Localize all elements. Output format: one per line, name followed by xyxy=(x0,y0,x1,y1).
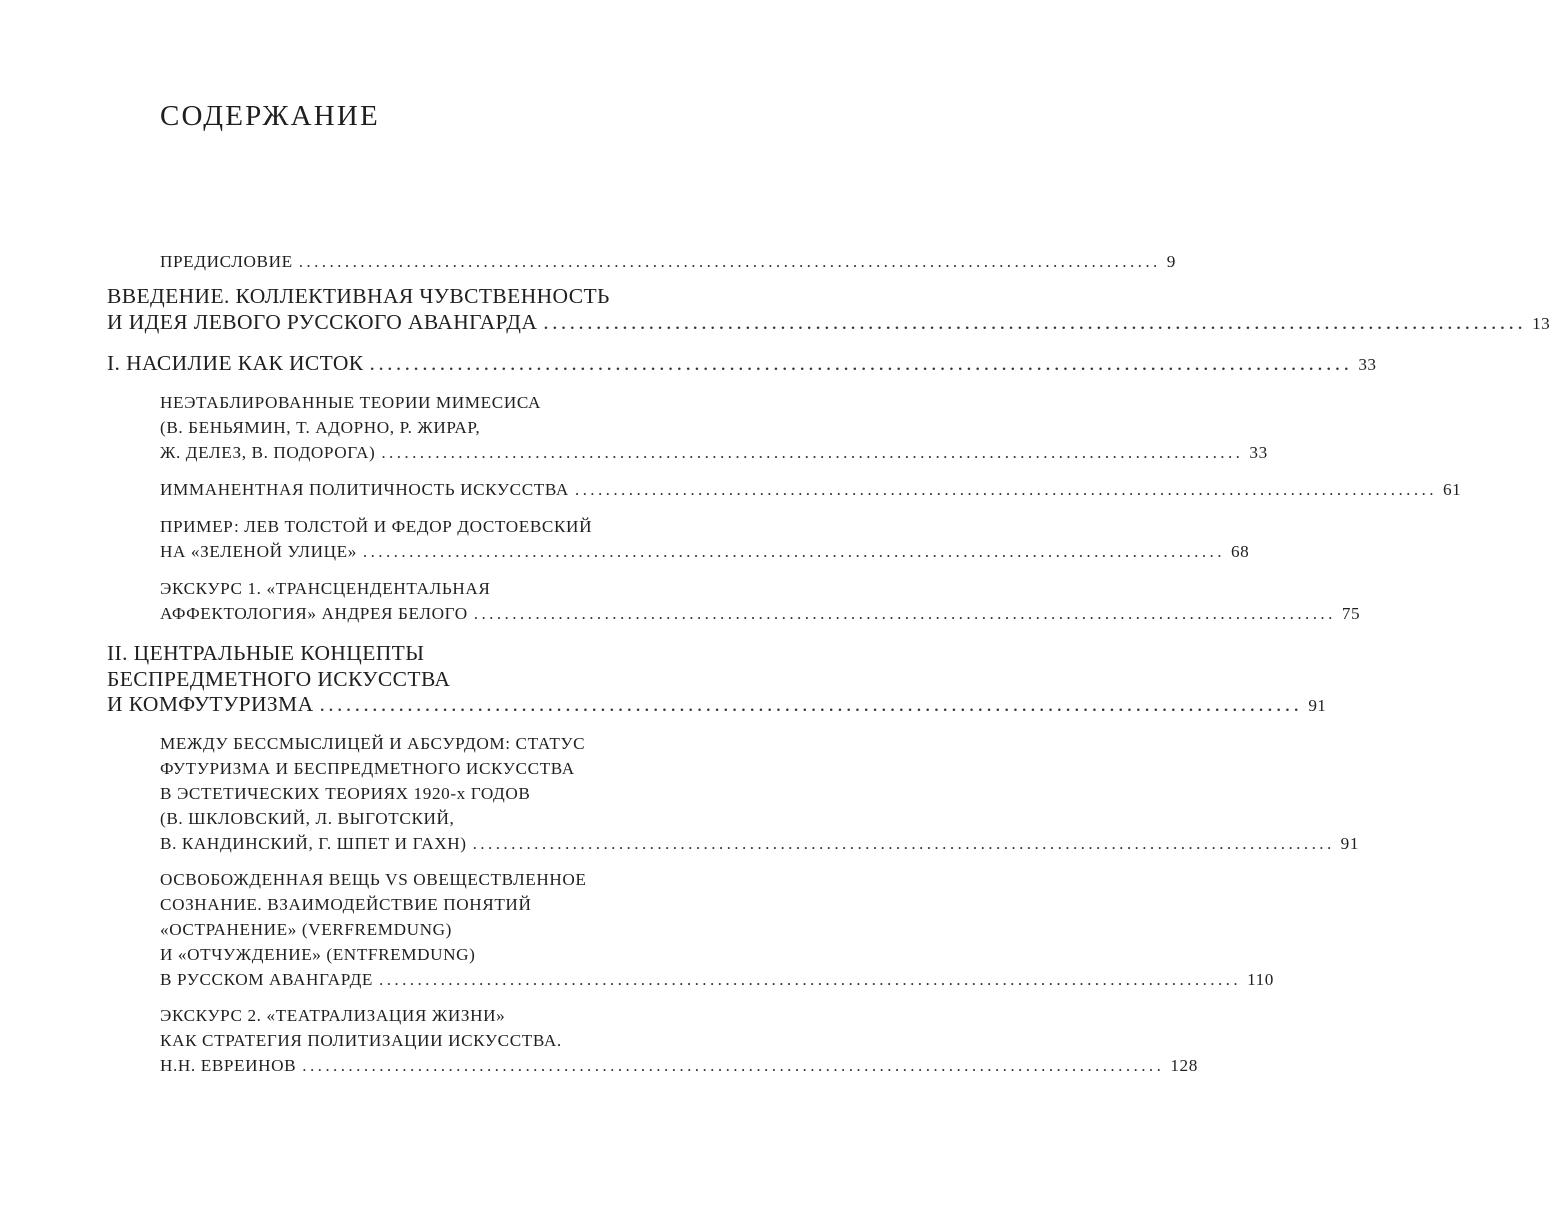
toc-entry-title: И ИДЕЯ ЛЕВОГО РУССКОГО АВАНГАРДА xyxy=(107,309,538,334)
toc-page-number: 91 xyxy=(1308,696,1327,715)
toc-page-number: 33 xyxy=(1249,443,1268,462)
toc-page-number: 13 xyxy=(1532,313,1550,333)
toc-entry-title: ИММАНЕНТНАЯ ПОЛИТИЧНОСТЬ ИСКУССТВА xyxy=(160,480,569,499)
toc-entry-title: (В. БЕНЬЯМИН, Т. АДОРНО, Р. ЖИРАР, xyxy=(160,418,481,437)
toc-entry-excursus-2[interactable] xyxy=(160,1003,1198,1078)
toc-entry-last-line xyxy=(107,309,1550,337)
toc-entry-title: В. КАНДИНСКИЙ, Г. ШПЕТ И ГАХН) xyxy=(160,834,467,853)
toc-entry-title: НА «ЗЕЛЕНОЙ УЛИЦЕ» xyxy=(160,542,357,561)
toc-entry-title: МЕЖДУ БЕССМЫСЛИЦЕЙ И АБСУРДОМ: СТАТУС xyxy=(160,734,586,753)
toc-entry-title: И «ОТЧУЖДЕНИЕ» (ENTFREMDUNG) xyxy=(160,945,476,964)
toc-entry-title: I. НАСИЛИЕ КАК ИСТОК xyxy=(107,351,364,375)
toc-entry-title: В ЭСТЕТИЧЕСКИХ ТЕОРИЯХ 1920-х ГОДОВ xyxy=(160,784,531,803)
toc-entry-preface[interactable] xyxy=(160,249,1176,274)
toc-entry-title: (В. ШКЛОВСКИЙ, Л. ВЫГОТСКИЙ, xyxy=(160,809,455,828)
toc-entry-title: ЭКСКУРС 1. «ТРАНСЦЕНДЕНТАЛЬНАЯ xyxy=(160,579,491,598)
toc-entry-excursus-1[interactable] xyxy=(160,576,1361,626)
toc-entry-title: КАК СТРАТЕГИЯ ПОЛИТИЗАЦИИ ИСКУССТВА. xyxy=(160,1031,562,1050)
toc-entry-title: Ж. ДЕЛЕЗ, В. ПОДОРОГА) xyxy=(160,443,376,462)
dot-leader: ................................................................................................................ xyxy=(574,480,1437,499)
toc-entry-liberated-thing[interactable] xyxy=(160,867,1275,992)
toc-entry-title: ФУТУРИЗМА И БЕСПРЕДМЕТНОГО ИСКУССТВА xyxy=(160,759,575,778)
toc-entry-last-line xyxy=(160,539,1250,564)
toc-entry-last-line xyxy=(160,249,1176,274)
toc-entry-last-line xyxy=(160,967,1275,992)
toc-entry-title: Н.Н. ЕВРЕИНОВ xyxy=(160,1056,297,1075)
dot-leader: ................................................................................................................ xyxy=(319,692,1303,716)
toc-entry-title: «ОСТРАНЕНИЕ» (VERFREMDUNG) xyxy=(160,920,452,939)
toc-entry-title: СОЗНАНИЕ. ВЗАИМОДЕЙСТВИЕ ПОНЯТИЙ xyxy=(160,895,532,914)
toc-entry-immanent-politics[interactable] xyxy=(160,477,1462,502)
toc-entry-title: II. ЦЕНТРАЛЬНЫЕ КОНЦЕПТЫ xyxy=(107,641,425,665)
dot-leader: ................................................................................................................ xyxy=(362,542,1225,561)
toc-entry-title: ЭКСКУРС 2. «ТЕАТРАЛИЗАЦИЯ ЖИЗНИ» xyxy=(160,1006,506,1025)
toc-entry-title: ОСВОБОЖДЕННАЯ ВЕЩЬ VS ОВЕЩЕСТВЛЕННОЕ xyxy=(160,870,587,889)
page-title: СОДЕРЖАНИЕ xyxy=(160,100,380,132)
toc-page-number: 33 xyxy=(1358,355,1377,374)
toc-entry-title: ПРЕДИСЛОВИЕ xyxy=(160,252,293,271)
toc-entry-title: НЕЭТАБЛИРОВАННЫЕ ТЕОРИИ МИМЕСИСА xyxy=(160,393,542,412)
dot-leader: ................................................................................................................ xyxy=(298,252,1161,271)
toc-entry-last-line xyxy=(160,1053,1198,1078)
toc-entry-last-line xyxy=(160,440,1268,465)
dot-leader: ................................................................................................................ xyxy=(543,309,1527,334)
toc-page-number: 128 xyxy=(1170,1056,1198,1075)
toc-entry-last-line xyxy=(160,477,1462,502)
toc-entry-last-line xyxy=(107,692,1327,719)
toc-entry-title: ПРИМЕР: ЛЕВ ТОЛСТОЙ И ФЕДОР ДОСТОЕВСКИЙ xyxy=(160,517,593,536)
dot-leader: ................................................................................................................ xyxy=(472,834,1335,853)
dot-leader: ................................................................................................................ xyxy=(379,970,1242,989)
dot-leader: ................................................................................................................ xyxy=(381,443,1244,462)
toc-entry-part-1[interactable] xyxy=(107,351,1377,378)
toc-entry-title: АФФЕКТОЛОГИЯ» АНДРЕЯ БЕЛОГО xyxy=(160,604,468,623)
toc-entry-title: БЕСПРЕДМЕТНОГО ИСКУССТВА xyxy=(107,666,451,691)
toc-entry-last-line xyxy=(160,831,1360,856)
dot-leader: ................................................................................................................ xyxy=(369,351,1353,375)
toc-entry-title: ВВЕДЕНИЕ. КОЛЛЕКТИВНАЯ ЧУВСТВЕННОСТЬ xyxy=(107,284,610,308)
toc-entry-last-line xyxy=(107,351,1377,378)
toc-entry-last-line xyxy=(160,601,1361,626)
toc-page-number: 68 xyxy=(1230,542,1250,561)
toc-page-number: 91 xyxy=(1340,834,1360,853)
toc-entry-tolstoy-dostoevsky[interactable] xyxy=(160,514,1250,564)
dot-leader: ................................................................................................................ xyxy=(473,604,1336,623)
toc-entry-nonsense-absurd[interactable] xyxy=(160,731,1360,856)
toc-entry-introduction[interactable] xyxy=(107,284,1550,336)
toc-page-number: 61 xyxy=(1442,480,1462,499)
toc-entry-title: И КОМФУТУРИЗМА xyxy=(107,692,314,716)
toc-entry-title: В РУССКОМ АВАНГАРДЕ xyxy=(160,970,373,989)
toc-entry-part-2[interactable] xyxy=(107,641,1327,719)
toc-page-number: 75 xyxy=(1341,604,1361,623)
toc-page-number: 9 xyxy=(1166,252,1176,271)
toc-entry-mimesis[interactable] xyxy=(160,390,1268,465)
dot-leader: ................................................................................................................ xyxy=(302,1056,1165,1075)
toc-page-number: 110 xyxy=(1247,970,1275,989)
